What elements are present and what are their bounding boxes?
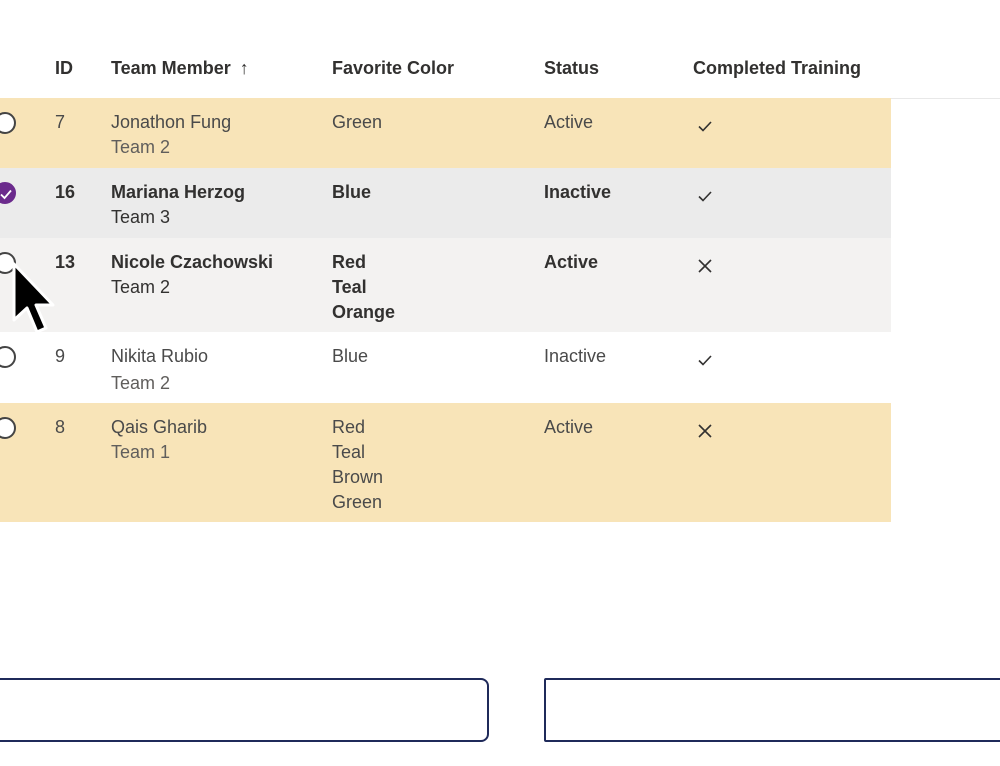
cell-team-member	[111, 415, 207, 465]
checkmark-icon	[697, 352, 713, 368]
table-header	[0, 42, 1000, 99]
member-name: Nikita Rubio	[111, 346, 209, 366]
column-header-favorite-color[interactable]: Favorite Color	[332, 58, 455, 78]
color-item: Blue	[332, 182, 372, 202]
member-name: Jonathon Fung	[111, 112, 232, 132]
member-name: Nicole Czachowski	[111, 252, 274, 272]
cell-team-member	[111, 250, 273, 300]
cell-id: 9	[55, 346, 66, 366]
color-item: Red	[332, 252, 367, 272]
row-select-checkbox[interactable]	[0, 346, 16, 368]
checkmark-icon	[697, 188, 713, 204]
member-team: Team 1	[111, 442, 171, 462]
color-item: Blue	[332, 346, 369, 366]
cell-status: Inactive	[544, 346, 607, 366]
left-button[interactable]	[0, 678, 489, 742]
cell-id: 8	[55, 417, 66, 437]
cell-favorite-color	[332, 344, 368, 369]
member-team: Team 2	[111, 137, 171, 157]
cell-id: 13	[55, 252, 76, 272]
member-team: Team 3	[111, 207, 171, 227]
column-header-team-member[interactable]	[111, 58, 249, 79]
column-header-team-member-label: Team Member	[111, 58, 231, 78]
cell-favorite-color	[332, 415, 383, 515]
cell-team-member	[111, 344, 208, 396]
right-input-field[interactable]	[544, 678, 1000, 742]
cell-favorite-color	[332, 110, 382, 135]
cell-favorite-color	[332, 250, 395, 325]
checkmark-icon	[697, 118, 713, 134]
color-item: Teal	[332, 277, 367, 297]
checkmark-icon	[0, 187, 13, 201]
color-item: Red	[332, 417, 366, 437]
color-item: Orange	[332, 302, 396, 322]
member-name: Qais Gharib	[111, 417, 208, 437]
cell-team-member	[111, 110, 231, 160]
color-item: Teal	[332, 442, 366, 462]
table-row[interactable]	[0, 332, 891, 403]
column-header-status[interactable]: Status	[544, 58, 600, 78]
color-item: Green	[332, 112, 383, 132]
row-select-checkbox[interactable]	[0, 417, 16, 439]
cell-status: Active	[544, 252, 599, 272]
table-row-selected[interactable]	[0, 168, 891, 238]
cell-id: 7	[55, 112, 66, 132]
row-select-checkbox[interactable]	[0, 112, 16, 134]
cell-status: Active	[544, 112, 594, 132]
row-select-checkbox-checked[interactable]	[0, 182, 16, 204]
member-team: Team 2	[111, 277, 171, 297]
table-row-hovered[interactable]	[0, 238, 891, 332]
cell-favorite-color	[332, 180, 371, 205]
mouse-cursor-icon	[10, 262, 56, 342]
column-header-completed-training[interactable]: Completed Training	[693, 58, 862, 78]
cross-icon	[697, 258, 713, 274]
member-name: Mariana Herzog	[111, 182, 246, 202]
color-item: Green	[332, 492, 383, 512]
color-item: Brown	[332, 467, 384, 487]
sort-ascending-icon: ↑	[239, 58, 249, 78]
cell-status: Inactive	[544, 182, 612, 202]
member-team: Team 2	[111, 373, 171, 393]
table-row[interactable]	[0, 403, 891, 522]
cell-id: 16	[55, 182, 76, 202]
column-header-id[interactable]: ID	[55, 58, 73, 78]
cell-team-member	[111, 180, 245, 230]
table-row[interactable]	[0, 98, 891, 168]
cell-status: Active	[544, 417, 594, 437]
cross-icon	[697, 423, 713, 439]
table-body	[0, 98, 891, 522]
